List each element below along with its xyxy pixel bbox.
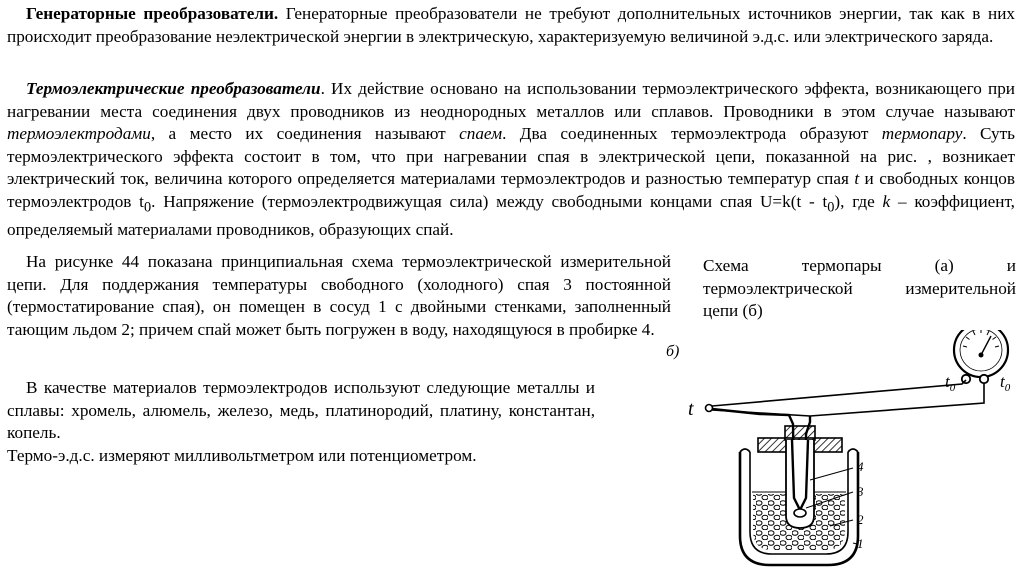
label-junction-t: t bbox=[688, 398, 694, 420]
callout-1: 1 bbox=[857, 536, 864, 551]
term-generator-converters: Генераторные преобразователи. bbox=[26, 4, 279, 23]
p2-text-3: . Два соединенных термоэлектрода образуют bbox=[502, 124, 882, 144]
term-thermoelectric-converters: Термоэлектрические преобразователи bbox=[26, 79, 321, 98]
p2-text-5: и свободных концов термоэлектродов t bbox=[7, 169, 1015, 211]
callout-4: 4 bbox=[857, 459, 864, 474]
thermocouple-diagram bbox=[660, 330, 1020, 574]
p5-text: Термо-э.д.с. измеряют милливольтметром или потенциометром. bbox=[7, 446, 477, 465]
thermoelectrode-wires bbox=[706, 380, 985, 510]
label-free-end-t0-right: $t_0$ bbox=[1000, 372, 1011, 394]
p4-text: В качестве материалов термоэлектродов используют следующие металлы и сплавы: хромель, алюмель, железо, медь, платинородий, платину, константан, копель. bbox=[7, 378, 595, 443]
paragraph-measurement bbox=[7, 445, 595, 468]
symbol-t: t bbox=[854, 169, 860, 189]
label-free-end-t0-left: $t_0$ bbox=[945, 372, 956, 394]
p1-text: Генераторные преобразователи не требуют дополнительных источников энергии, так как в них происходит преобразование неэлектрической энергии в электрическую, характеризуемую величиной э.д.с. или электрического заряда. bbox=[7, 4, 1015, 46]
caption-line-1: Схема термопары (а) и термоэлектрической измерительной bbox=[703, 256, 1016, 298]
caption-line-2: цепи (б) bbox=[703, 301, 763, 321]
p2-text-6: . Напряжение (термоэлектродвижущая сила) между свободными концами спая U=k(t - t bbox=[151, 191, 828, 211]
paragraph-figure-44 bbox=[7, 251, 671, 341]
term-thermocouple: термопару bbox=[881, 124, 963, 144]
p3-text: На рисунке 44 показана принципиальная схема термоэлектрической измерительной цепи. Для поддержания температуры свободного (холодного) спая 3 постоянной (термостатирование спая), он помещен в сосуд 1 с двойными стенками, заполненный тающим льдом 2; причем спай может быть погружен в воду, находящуюся в пробирке 4. bbox=[7, 252, 671, 339]
term-thermoelectrodes: термоэлектродами bbox=[7, 124, 151, 144]
subscript-0: 0 bbox=[143, 199, 152, 216]
callout-2: 2 bbox=[857, 512, 864, 527]
p2-text-1: . Их действие основано на использовании термоэлектрического эффекта, возникающего при нагревании места соединения двух проводников из неоднородных металлов или сплавов. Проводники в этом случае называют bbox=[7, 79, 1015, 121]
callout-3: 3 bbox=[857, 484, 864, 499]
panel-label: б) bbox=[666, 343, 680, 360]
paragraph-thermoelectric-converters bbox=[7, 78, 1015, 242]
tube-stopper bbox=[785, 426, 815, 440]
p2-text-8: – коэффициент, определяемый материалами проводников, образующих спай. bbox=[7, 191, 1015, 239]
symbol-k: k bbox=[882, 191, 891, 211]
thermocouple-circuit-figure bbox=[660, 330, 1020, 574]
p2-text-7: ), где bbox=[834, 191, 883, 211]
cold-junction bbox=[794, 509, 806, 517]
p2-text-4: . Суть термоэлектрического эффекта состоит в том, что при нагревании спая в электрической цепи, показанной на рис. , возникает электрический ток, величина которого определяется материалами термоэлектродов и разностью температур спая bbox=[7, 124, 1015, 189]
p2-text-2: , а место их соединения называют bbox=[150, 124, 460, 144]
term-junction: спаем bbox=[459, 124, 503, 144]
figure-caption bbox=[703, 255, 1016, 323]
paragraph-generator-converters bbox=[7, 3, 1015, 48]
paragraph-materials bbox=[7, 377, 595, 445]
subscript-0: 0 bbox=[827, 199, 835, 216]
